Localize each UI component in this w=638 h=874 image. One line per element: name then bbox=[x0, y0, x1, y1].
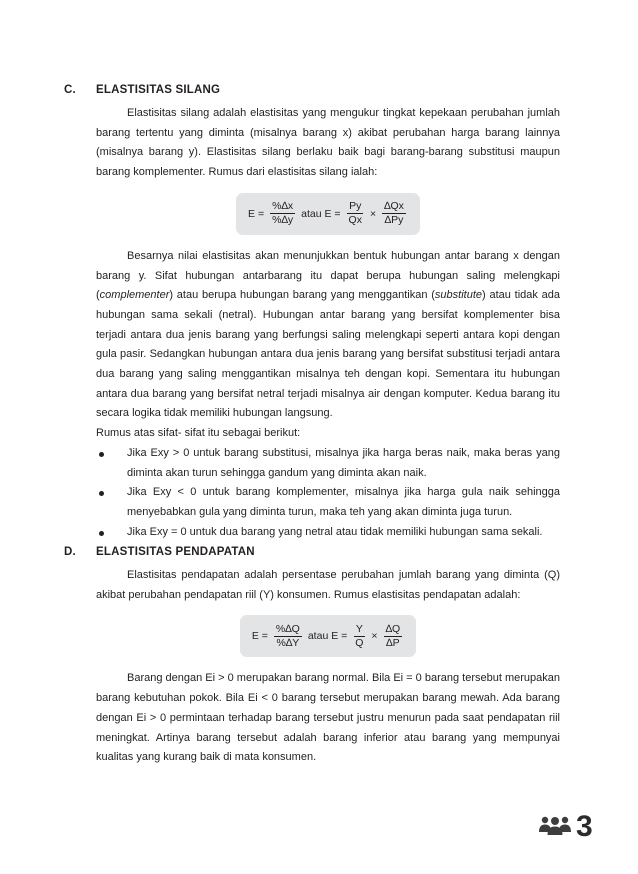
body-text-3: ) atau tidak ada hubungan sama sekali (netral). Hubungan antar barang yang bersifat komplementer bisa terjadi antara dua jenis barang yang berfungsi saling melengkapi seperti antara kopi dengan gula pasir. Sedangkan hubungan antara dua jenis barang yang bersifat substitusi terjadi antara dua barang yang saling menggantikan misalnya teh dengan kopi. Sementara itu hubungan antara dua barang yang bersifat netral terjadi misalnya air dengan komputer. Kedua barang itu secara logika tidak memiliki hubungan langsung. bbox=[96, 289, 560, 420]
fraction-denominator: ∆Py bbox=[384, 214, 404, 227]
body-text-2: ) atau berupa hubungan barang yang menggantikan ( bbox=[169, 289, 435, 302]
fraction-numerator: %∆x bbox=[272, 200, 294, 213]
fraction-denominator: %∆Y bbox=[276, 636, 300, 649]
formula-mid: atau E = bbox=[301, 207, 341, 220]
fraction-denominator: Qx bbox=[348, 214, 362, 227]
intro-paragraph: Elastisitas pendapatan adalah persentase perubahan jumlah barang yang diminta (Q) akibat perubahan pendapatan riil (Y) konsumen. Rumus elastisitas pendapatan adalah: bbox=[96, 569, 560, 601]
fraction-price-quantity bbox=[345, 200, 366, 227]
intro-paragraph: Elastisitas silang adalah elastisitas yang mengukur tingkat kepekaan perubahan jumlah barang tertentu yang diminta (misalnya barang x) akibat perubahan harga barang lainnya (misalnya barang y). Elastisitas silang berlaku baik bagi barang-barang substitusi maupun barang komplementer. Rumus dari elastisitas silang ialah: bbox=[96, 107, 560, 179]
fraction-numerator: %∆Q bbox=[275, 622, 300, 635]
section-heading bbox=[64, 84, 560, 102]
section-elastisitas-pendapatan bbox=[64, 546, 560, 768]
section-letter: D. bbox=[64, 546, 76, 558]
list-item: Jika Exy > 0 untuk barang substitusi, misalnya jika harga beras naik, maka beras yang diminta akan turun sehingga gandum yang diminta akan naik. bbox=[96, 444, 560, 483]
group-people-icon bbox=[538, 814, 572, 841]
fraction-delta bbox=[382, 623, 405, 650]
formula-container bbox=[96, 193, 560, 235]
group-people-icon-svg bbox=[538, 814, 572, 836]
section-heading bbox=[64, 546, 560, 564]
page-footer bbox=[538, 812, 593, 842]
fraction-percent bbox=[268, 200, 297, 227]
list-item: Jika Exy < 0 untuk barang komplementer, misalnya jika harga gula naik sehingga menyebabkan gula yang diminta turun, maka teh yang akan diminta juga turun. bbox=[96, 483, 560, 522]
fraction-income-quantity bbox=[351, 623, 367, 650]
fraction-numerator: Py bbox=[349, 200, 362, 213]
fraction-numerator: Y bbox=[355, 622, 363, 635]
fraction-denominator: %∆y bbox=[272, 214, 294, 227]
fraction-delta bbox=[380, 200, 408, 227]
italic-term-complementer: complementer bbox=[99, 289, 170, 302]
bullet-list bbox=[96, 444, 560, 543]
formula-lhs: E = bbox=[251, 630, 268, 643]
body-paragraph: Barang dengan Ei > 0 merupakan barang normal. Bila Ei = 0 barang tersebut merupakan barang kebutuhan pokok. Bila Ei < 0 barang tersebut merupakan barang mewah. Ada barang dengan Ei > 0 permintaan terhadap barang tersebut justru menurun pada saat pendapatan riil meningkat. Artinya barang tersebut adalah barang inferior atau barang yang mempunyai kualitas yang kurang baik di mata konsumen. bbox=[96, 672, 560, 764]
rumus-intro: Rumus atas sifat- sifat itu sebagai berikut: bbox=[96, 427, 301, 440]
income-elasticity-formula bbox=[240, 615, 416, 657]
section-title: ELASTISITAS SILANG bbox=[96, 84, 221, 96]
fraction-numerator: ∆Qx bbox=[384, 200, 404, 213]
fraction-denominator: ∆P bbox=[386, 636, 400, 649]
section-letter: C. bbox=[64, 84, 76, 96]
cross-elasticity-formula bbox=[236, 193, 420, 235]
formula-mid: atau E = bbox=[307, 630, 348, 643]
formula-container bbox=[96, 615, 560, 657]
formula-lhs: E = bbox=[248, 207, 265, 220]
section-elastisitas-silang bbox=[64, 84, 560, 542]
body-text-1: Besarnya nilai elastisitas akan menunjukkan bentuk hubungan antar barang x dengan barang y. Sifat hubungan antarbarang itu dapat berupa hubungan saling melengkapi ( bbox=[96, 249, 560, 302]
italic-term-substitute: substitute bbox=[434, 289, 483, 302]
times-sign: × bbox=[371, 630, 378, 643]
body-paragraph bbox=[96, 247, 560, 424]
times-sign: × bbox=[369, 207, 377, 220]
fraction-percent bbox=[272, 623, 304, 650]
page-number: 3 bbox=[576, 810, 593, 843]
list-item: Jika Exy = 0 untuk dua barang yang netral atau tidak memiliki hubungan sama sekali. bbox=[96, 523, 560, 543]
section-title: ELASTISITAS PENDAPATAN bbox=[96, 546, 255, 558]
fraction-numerator: ∆Q bbox=[385, 622, 401, 635]
fraction-denominator: Q bbox=[355, 636, 364, 649]
